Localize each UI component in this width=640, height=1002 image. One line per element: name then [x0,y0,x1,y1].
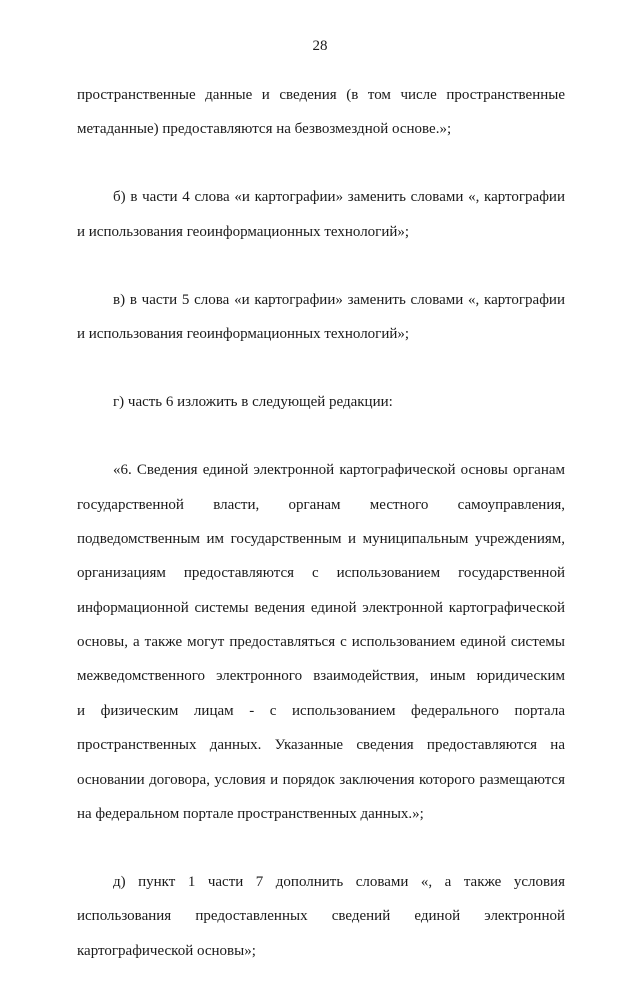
text-line: г) часть 6 изложить в следующей редакции: [113,394,393,411]
text-line: д) пункт 1 части 7 дополнить словами «, а также условия [113,874,565,890]
text-line: основании договора, условия и порядок заключения которого размещаются [77,771,565,788]
paragraph-v [77,283,565,352]
text-line: метаданные) предоставляются на безвозмездной основе.»; [77,121,452,138]
paragraph-continuation [77,78,565,147]
text-line: пространственные данные и сведения (в том числе пространственные [77,87,565,103]
text-line: информационной системы ведения единой электронной картографической [77,599,565,616]
paragraph-g [77,385,565,419]
text-line: на федеральном портале пространственных данных.»; [77,806,424,823]
text-line: б) в части 4 слова «и картографии» заменить словами «, картографии [113,189,565,206]
text-line: государственной власти, органам местного самоуправления, [77,496,565,513]
page-number: 28 [312,38,328,54]
text-line: подведомственным им государственным и муниципальным учреждениям, [77,530,565,547]
text-line: «6. Сведения единой электронной картографической основы органам [113,462,565,479]
text-line: и физическим лицам - с использованием федерального портала [77,702,565,719]
text-line: межведомственного электронного взаимодействия, иным юридическим [77,668,565,685]
text-line: пространственных данных. Указанные сведения предоставляются на [77,737,565,754]
text-line: и использования геоинформационных технологий»; [77,223,410,240]
text-line: и использования геоинформационных технологий»; [77,326,410,343]
text-line: использования предоставленных сведений единой электронной [77,908,565,925]
text-line: картографической основы»; [77,942,256,959]
paragraph-b [77,180,565,249]
text-line: в) в части 5 слова «и картографии» заменить словами «, картографии [113,291,565,308]
text-line: основы, а также могут предоставляться с использованием единой системы [77,634,565,651]
text-line: организациям предоставляются с использованием государственной [77,565,565,582]
paragraph-quoted-part-6 [77,453,565,831]
document-body [77,78,565,1002]
paragraph-d [77,865,565,968]
